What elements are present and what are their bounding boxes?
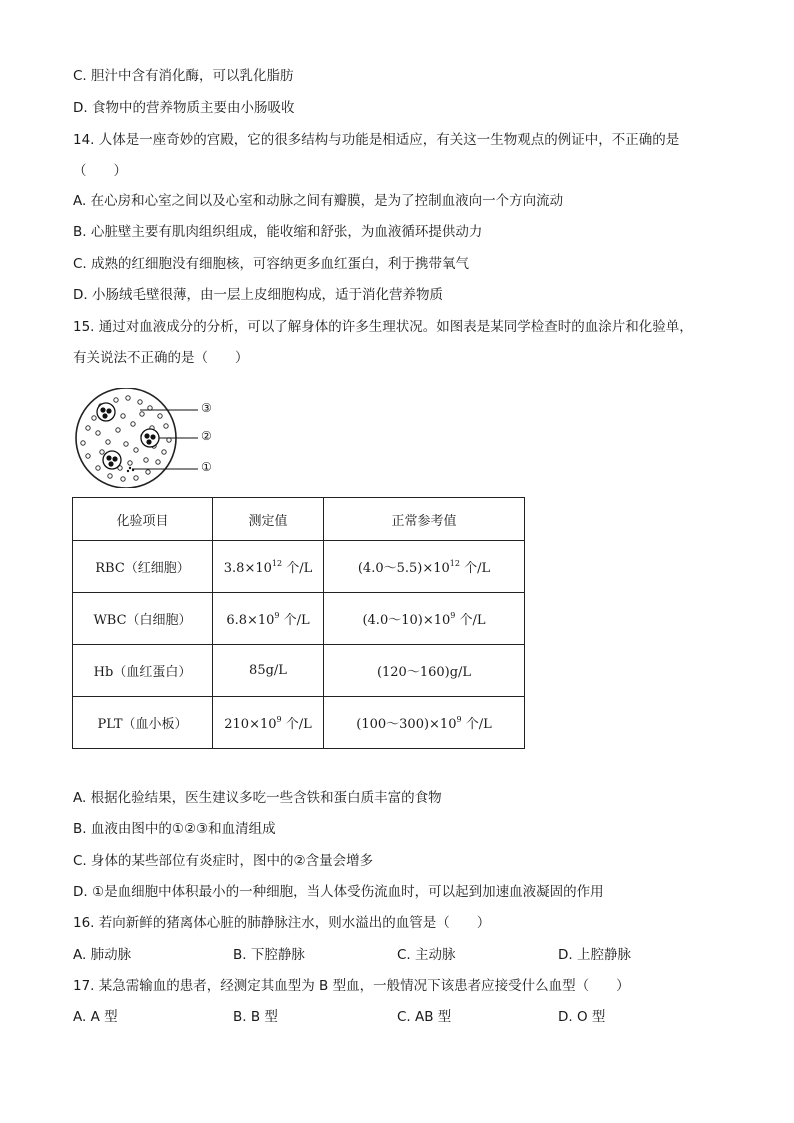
q14-option-a: A. 在心房和心室之间以及心室和动脉之间有瓣膜，是为了控制血液向一个方向流动: [73, 193, 564, 209]
table-row-wbc: [73, 593, 525, 645]
q15-option-d: D. ①是血细胞中体积最小的一种细胞，当人体受伤流血时，可以起到加速血液凝固的作用: [73, 884, 604, 900]
header-measured: 测定值: [213, 498, 324, 541]
q16-stem: 16. 若向新鲜的猪离体心脏的肺静脉注水，则水溢出的血管是（ ）: [73, 915, 491, 931]
cell-measured: 85g/L: [213, 645, 324, 697]
cell-item: PLT（血小板）: [73, 697, 213, 749]
header-reference: 正常参考值: [324, 498, 525, 541]
table-header-row: [73, 498, 525, 541]
q15-option-a: A. 根据化验结果，医生建议多吃一些含铁和蛋白质丰富的食物: [73, 790, 442, 806]
q13-option-c: C. 胆汁中含有消化酶，可以乳化脂肪: [73, 68, 294, 84]
figure-label-3: ③: [201, 401, 212, 415]
q17-option-b: B. B 型: [233, 1009, 278, 1025]
cell-item: RBC（红细胞）: [73, 541, 213, 593]
q14-stem: 14. 人体是一座奇妙的宫殿，它的很多结构与功能是相适应，有关这一生物观点的例证中，不正确的是: [73, 132, 680, 148]
q14-blank: （ ）: [73, 163, 127, 179]
q16-option-c: C. 主动脉: [397, 947, 456, 963]
figure-label-1: ①: [201, 460, 212, 474]
cell-measured: $3.8\times 10^{12}$ 个/L: [213, 541, 324, 593]
q16-option-d: D. 上腔静脉: [558, 947, 631, 963]
q16-options: [73, 946, 693, 964]
cell-item: Hb（血红蛋白）: [73, 645, 213, 697]
q13-option-d: D. 食物中的营养物质主要由小肠吸收: [73, 100, 295, 116]
q17-options: [73, 1008, 693, 1026]
q14-option-d: D. 小肠绒毛壁很薄，由一层上皮细胞构成，适于消化营养物质: [73, 287, 443, 303]
table-row-hb: [73, 645, 525, 697]
q16-option-a: A. 肺动脉: [73, 947, 132, 963]
figure-label-2: ②: [201, 429, 212, 443]
table-row-plt: [73, 697, 525, 749]
lab-report-table: [72, 497, 525, 749]
q17-option-d: D. O 型: [558, 1009, 606, 1025]
q16-option-b: B. 下腔静脉: [233, 947, 305, 963]
q14-option-c: C. 成熟的红细胞没有细胞核，可容纳更多血红蛋白，利于携带氧气: [73, 256, 470, 272]
q15-stem-line2: 有关说法不正确的是（ ）: [73, 350, 249, 366]
q15-stem-line1: 15. 通过对血液成分的分析，可以了解身体的许多生理状况。如图表是某同学检查时的血涂片和化验单，: [73, 319, 693, 335]
q17-stem: 17. 某急需输血的患者，经测定其血型为 B 型血，一般情况下该患者应接受什么血型（ ）: [73, 978, 630, 994]
q17-option-a: A. A 型: [73, 1009, 118, 1025]
cell-measured: $6.8\times 10^9$ 个/L: [213, 593, 324, 645]
q15-option-c: C. 身体的某些部位有炎症时，图中的②含量会增多: [73, 853, 374, 869]
q15-option-b: B. 血液由图中的①②③和血清组成: [73, 821, 276, 837]
cell-reference: $(4.0\sim 5.5)\times 10^{12}$ 个/L: [324, 541, 525, 593]
cell-reference: $(100\sim 300)\times 10^9$ 个/L: [324, 697, 525, 749]
cell-reference: $(4.0\sim 10)\times 10^9$ 个/L: [324, 593, 525, 645]
cell-item: WBC（白细胞）: [73, 593, 213, 645]
q17-option-c: C. AB 型: [397, 1009, 452, 1025]
blood-smear-figure: [68, 388, 228, 488]
cell-reference: (120～160)g/L: [324, 645, 525, 697]
table-row-rbc: [73, 541, 525, 593]
q14-option-b: B. 心脏壁主要有肌肉组织组成，能收缩和舒张，为血液循环提供动力: [73, 224, 483, 240]
cell-measured: $210\times 10^9$ 个/L: [213, 697, 324, 749]
header-item: 化验项目: [73, 498, 213, 541]
